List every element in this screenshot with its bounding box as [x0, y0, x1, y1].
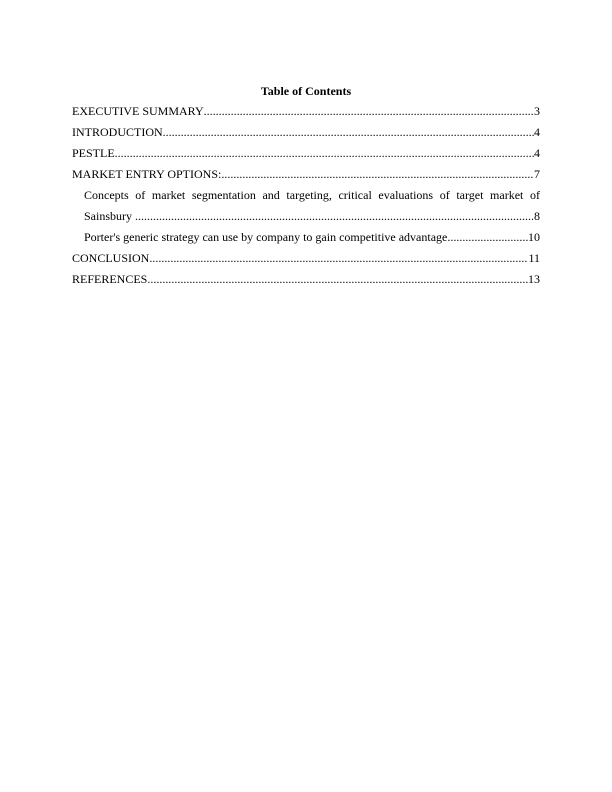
toc-page-number: 3	[534, 104, 540, 118]
toc-entry-label: MARKET ENTRY OPTIONS:	[72, 167, 222, 181]
toc-entry-executive-summary[interactable]	[72, 97, 540, 118]
dot-leader	[115, 146, 534, 160]
toc-entry-label: PESTLE	[72, 146, 115, 160]
table-of-contents	[72, 97, 540, 286]
toc-entry-label-line2	[84, 202, 540, 223]
toc-entry-introduction[interactable]	[72, 118, 540, 139]
dot-leader	[163, 125, 534, 139]
toc-page-number: 4	[534, 146, 540, 160]
toc-entry-label: EXECUTIVE SUMMARY	[72, 104, 204, 118]
toc-page-number: 11	[528, 251, 540, 265]
dot-leader	[221, 167, 534, 181]
toc-entry-label: Sainsbury	[84, 209, 132, 223]
toc-page-number: 8	[534, 209, 540, 223]
dot-leader	[149, 251, 528, 265]
dot-leader	[447, 230, 528, 244]
toc-entry-market-segmentation[interactable]	[72, 181, 540, 223]
dot-leader	[147, 272, 528, 286]
toc-entry-pestle[interactable]	[72, 139, 540, 160]
toc-page-number: 7	[534, 167, 540, 181]
toc-entry-label: INTRODUCTION	[72, 125, 163, 139]
toc-entry-label: REFERENCES	[72, 272, 148, 286]
dot-leader	[132, 209, 534, 223]
toc-entry-label-line1	[84, 181, 540, 202]
toc-entry-porters-generic-strategy[interactable]	[72, 223, 540, 244]
dot-leader	[204, 104, 534, 118]
toc-page-number: 13	[528, 272, 540, 286]
toc-entry-label: CONCLUSION	[72, 251, 150, 265]
toc-title: Table of Contents	[260, 84, 352, 98]
toc-page-number: 4	[534, 125, 540, 139]
toc-entry-references[interactable]	[72, 265, 540, 286]
toc-entry-label: Porter's generic strategy can use by company to gain competitive advantage	[84, 230, 448, 244]
toc-entry-conclusion[interactable]	[72, 244, 540, 265]
toc-entry-market-entry-options[interactable]	[72, 160, 540, 181]
toc-page-number: 10	[528, 230, 540, 244]
toc-entry-label: Concepts of market segmentation and targeting, critical evaluations of target market of	[84, 188, 540, 202]
